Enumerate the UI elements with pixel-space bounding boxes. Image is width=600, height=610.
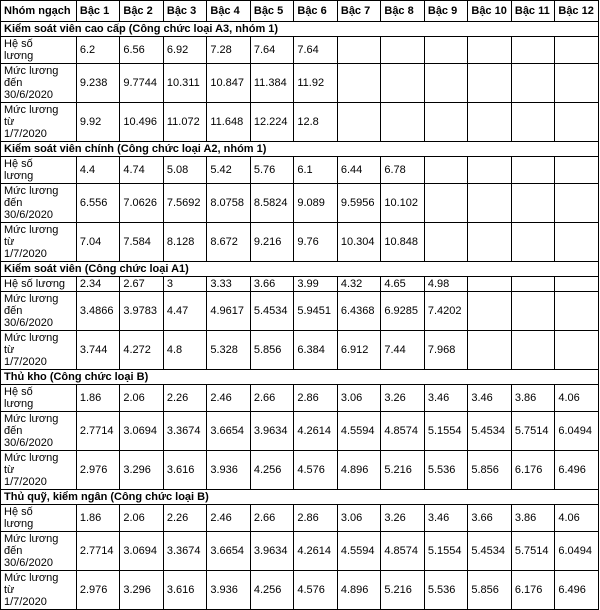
table-cell: 8.672: [207, 223, 251, 262]
table-cell: 5.1554: [424, 532, 468, 571]
table-row: [1, 412, 599, 451]
table-cell: 6.496: [555, 451, 599, 490]
table-cell: 4.74: [120, 157, 164, 184]
table-cell: 9.5956: [337, 184, 381, 223]
table-cell: 4.5594: [337, 412, 381, 451]
table-cell: 5.328: [207, 331, 251, 370]
table-cell: 3.66: [468, 505, 512, 532]
table-cell: 5.7514: [511, 412, 555, 451]
column-header-grade-7: Bậc 7: [337, 1, 381, 22]
table-cell: 3.9783: [120, 292, 164, 331]
row-label-line: 30/6/2020: [4, 209, 53, 221]
table-cell: 2.26: [163, 385, 207, 412]
table-cell: 9.7744: [120, 64, 164, 103]
column-header-grade-4: Bậc 4: [207, 1, 251, 22]
row-label-line: từ: [4, 236, 15, 248]
table-cell: [555, 223, 599, 262]
column-header-grade-5: Bậc 5: [250, 1, 294, 22]
section-title: Kiểm soát viên (Công chức loại A1): [1, 262, 599, 277]
table-cell: [468, 103, 512, 142]
column-header-grade-3: Bậc 3: [163, 1, 207, 22]
table-cell: 7.28: [207, 37, 251, 64]
table-cell: 3.33: [207, 277, 251, 292]
table-cell: [555, 331, 599, 370]
table-cell: 5.76: [250, 157, 294, 184]
table-cell: 2.7714: [76, 412, 120, 451]
table-cell: [555, 277, 599, 292]
table-cell: 3.46: [424, 385, 468, 412]
row-label-line: từ: [4, 116, 15, 128]
table-cell: [424, 103, 468, 142]
table-cell: 3.6654: [207, 412, 251, 451]
table-cell: 7.64: [250, 37, 294, 64]
table-cell: 5.536: [424, 451, 468, 490]
table-cell: [555, 64, 599, 103]
row-label-line: Mức lương: [4, 224, 59, 236]
table-cell: [424, 157, 468, 184]
table-cell: 2.86: [294, 505, 338, 532]
table-cell: 7.968: [424, 331, 468, 370]
table-cell: 5.42: [207, 157, 251, 184]
table-cell: 9.238: [76, 64, 120, 103]
row-label-line: Mức lương: [4, 533, 59, 545]
table-cell: 6.92: [163, 37, 207, 64]
row-label: [1, 292, 77, 331]
table-cell: 5.856: [250, 331, 294, 370]
row-label-line: Mức lương: [4, 452, 59, 464]
row-label-line: 1/7/2020: [4, 596, 47, 608]
row-label: [1, 37, 77, 64]
column-header-grade-6: Bậc 6: [294, 1, 338, 22]
row-label-line: lương: [4, 170, 34, 182]
table-cell: 2.26: [163, 505, 207, 532]
row-label-line: Mức lương: [4, 293, 59, 305]
row-label-line: 1/7/2020: [4, 476, 47, 488]
table-cell: 2.86: [294, 385, 338, 412]
table-cell: 11.072: [163, 103, 207, 142]
table-cell: 3.4866: [76, 292, 120, 331]
row-label-line: Hệ số: [4, 386, 33, 398]
row-label-line: 1/7/2020: [4, 128, 47, 140]
table-row: [1, 385, 599, 412]
table-cell: [555, 103, 599, 142]
table-cell: 6.78: [381, 157, 425, 184]
row-label-line: Hệ số: [4, 38, 33, 50]
table-cell: 12.224: [250, 103, 294, 142]
table-cell: [381, 64, 425, 103]
section-row: [1, 22, 599, 37]
table-cell: [511, 157, 555, 184]
row-label-line: đến: [4, 77, 23, 89]
table-cell: 3.936: [207, 571, 251, 610]
table-cell: 5.9451: [294, 292, 338, 331]
table-row: [1, 184, 599, 223]
table-cell: 6.912: [337, 331, 381, 370]
table-row: [1, 505, 599, 532]
row-label-line: Mức lương: [4, 185, 59, 197]
table-cell: 4.4: [76, 157, 120, 184]
table-row: [1, 37, 599, 64]
table-cell: 4.06: [555, 505, 599, 532]
table-cell: 4.256: [250, 571, 294, 610]
table-cell: 2.46: [207, 505, 251, 532]
table-cell: 5.856: [468, 571, 512, 610]
table-cell: [511, 277, 555, 292]
row-label: [1, 103, 77, 142]
column-header-grade-9: Bậc 9: [424, 1, 468, 22]
table-cell: 2.976: [76, 571, 120, 610]
table-cell: 2.34: [76, 277, 120, 292]
table-cell: 3.86: [511, 385, 555, 412]
table-cell: 9.92: [76, 103, 120, 142]
table-cell: [555, 184, 599, 223]
row-label: [1, 571, 77, 610]
table-cell: 4.2614: [294, 532, 338, 571]
table-cell: 8.128: [163, 223, 207, 262]
table-cell: [468, 277, 512, 292]
column-header-group: Nhóm ngạch: [1, 1, 77, 22]
table-cell: 3.06: [337, 385, 381, 412]
row-label-line: Mức lương: [4, 332, 59, 344]
table-row: [1, 277, 599, 292]
table-cell: 5.7514: [511, 532, 555, 571]
table-cell: 6.56: [120, 37, 164, 64]
table-cell: 3.46: [468, 385, 512, 412]
table-cell: [511, 64, 555, 103]
table-cell: 9.216: [250, 223, 294, 262]
table-cell: 6.9285: [381, 292, 425, 331]
table-cell: 6.2: [76, 37, 120, 64]
row-label-line: Mức lương: [4, 104, 59, 116]
table-cell: 4.8574: [381, 532, 425, 571]
table-cell: 5.1554: [424, 412, 468, 451]
table-cell: 4.06: [555, 385, 599, 412]
row-label-line: đến: [4, 305, 23, 317]
table-cell: [555, 37, 599, 64]
row-label-line: 30/6/2020: [4, 437, 53, 449]
row-label-line: 1/7/2020: [4, 356, 47, 368]
row-label-line: Hệ số lương: [4, 278, 66, 290]
row-label: [1, 157, 77, 184]
row-label: [1, 331, 77, 370]
table-cell: 10.848: [381, 223, 425, 262]
table-cell: 7.0626: [120, 184, 164, 223]
table-cell: 6.496: [555, 571, 599, 610]
table-cell: 3.26: [381, 505, 425, 532]
table-cell: [381, 37, 425, 64]
table-cell: 2.46: [207, 385, 251, 412]
row-label-line: 1/7/2020: [4, 248, 47, 260]
section-row: [1, 490, 599, 505]
table-cell: 6.44: [337, 157, 381, 184]
table-cell: 5.4534: [468, 532, 512, 571]
table-cell: 6.556: [76, 184, 120, 223]
row-label-line: Mức lương: [4, 65, 59, 77]
table-cell: [511, 292, 555, 331]
table-cell: 4.272: [120, 331, 164, 370]
table-cell: 11.648: [207, 103, 251, 142]
table-cell: 4.8: [163, 331, 207, 370]
table-cell: 7.64: [294, 37, 338, 64]
table-cell: 4.896: [337, 451, 381, 490]
row-label-line: đến: [4, 545, 23, 557]
table-cell: 6.1: [294, 157, 338, 184]
table-row: [1, 157, 599, 184]
table-cell: 5.08: [163, 157, 207, 184]
table-cell: [337, 103, 381, 142]
table-cell: 4.9617: [207, 292, 251, 331]
table-cell: 3.296: [120, 571, 164, 610]
table-cell: 4.2614: [294, 412, 338, 451]
row-label-line: Mức lương: [4, 572, 59, 584]
row-label-line: từ: [4, 464, 15, 476]
table-cell: 3.744: [76, 331, 120, 370]
table-cell: 12.8: [294, 103, 338, 142]
row-label-line: từ: [4, 344, 15, 356]
table-row: [1, 103, 599, 142]
table-cell: [468, 37, 512, 64]
row-label: [1, 451, 77, 490]
table-cell: 4.576: [294, 451, 338, 490]
row-label: [1, 184, 77, 223]
row-label-line: từ: [4, 584, 15, 596]
table-cell: 2.7714: [76, 532, 120, 571]
table-cell: [468, 331, 512, 370]
section-title: Thủ quỹ, kiểm ngân (Công chức loại B): [1, 490, 599, 505]
row-label-line: lương: [4, 50, 34, 62]
table-cell: 10.847: [207, 64, 251, 103]
table-cell: 6.176: [511, 451, 555, 490]
row-label: [1, 505, 77, 532]
table-header: [1, 1, 599, 22]
table-cell: [468, 223, 512, 262]
table-cell: 5.216: [381, 451, 425, 490]
table-cell: 6.0494: [555, 412, 599, 451]
table-cell: 6.384: [294, 331, 338, 370]
row-label: [1, 277, 77, 292]
row-label-line: Hệ số: [4, 506, 33, 518]
row-label: [1, 532, 77, 571]
section-title: Kiểm soát viên cao cấp (Công chức loại A3, nhóm 1): [1, 22, 599, 37]
table-row: [1, 331, 599, 370]
row-label: [1, 223, 77, 262]
table-cell: 5.4534: [468, 412, 512, 451]
section-title: Kiểm soát viên chính (Công chức loại A2, nhóm 1): [1, 142, 599, 157]
table-cell: 11.384: [250, 64, 294, 103]
table-body: [1, 22, 599, 610]
table-cell: 4.8574: [381, 412, 425, 451]
table-cell: 5.216: [381, 571, 425, 610]
table-cell: 8.5824: [250, 184, 294, 223]
table-cell: 3.06: [337, 505, 381, 532]
row-label-line: đến: [4, 425, 23, 437]
table-cell: 3.46: [424, 505, 468, 532]
table-cell: 1.86: [76, 505, 120, 532]
row-label-line: 30/6/2020: [4, 317, 53, 329]
table-cell: 3: [163, 277, 207, 292]
table-cell: 6.0494: [555, 532, 599, 571]
section-row: [1, 142, 599, 157]
table-cell: [424, 223, 468, 262]
table-cell: 2.66: [250, 385, 294, 412]
table-row: [1, 64, 599, 103]
table-row: [1, 292, 599, 331]
table-cell: [511, 37, 555, 64]
table-row: [1, 571, 599, 610]
table-cell: 4.98: [424, 277, 468, 292]
table-cell: [555, 157, 599, 184]
table-cell: 3.3674: [163, 532, 207, 571]
table-cell: 3.6654: [207, 532, 251, 571]
table-cell: 7.04: [76, 223, 120, 262]
row-label-line: lương: [4, 518, 34, 530]
table-cell: 7.584: [120, 223, 164, 262]
table-cell: [511, 184, 555, 223]
table-cell: [511, 223, 555, 262]
column-header-grade-10: Bậc 10: [468, 1, 512, 22]
table-cell: 3.9634: [250, 412, 294, 451]
row-label-line: lương: [4, 398, 34, 410]
table-row: [1, 451, 599, 490]
table-cell: [337, 37, 381, 64]
table-cell: 4.47: [163, 292, 207, 331]
table-row: [1, 223, 599, 262]
table-cell: 10.311: [163, 64, 207, 103]
table-cell: 3.616: [163, 451, 207, 490]
row-label: [1, 64, 77, 103]
table-cell: 2.976: [76, 451, 120, 490]
table-cell: 3.3674: [163, 412, 207, 451]
table-cell: 5.856: [468, 451, 512, 490]
table-cell: 3.616: [163, 571, 207, 610]
column-header-grade-1: Bậc 1: [76, 1, 120, 22]
table-cell: [468, 184, 512, 223]
table-cell: [468, 157, 512, 184]
table-cell: 6.176: [511, 571, 555, 610]
table-cell: 4.256: [250, 451, 294, 490]
table-cell: [511, 103, 555, 142]
table-cell: 4.65: [381, 277, 425, 292]
row-label: [1, 412, 77, 451]
table-cell: 3.86: [511, 505, 555, 532]
table-cell: 7.5692: [163, 184, 207, 223]
table-cell: 8.0758: [207, 184, 251, 223]
table-row: [1, 532, 599, 571]
row-label-line: 30/6/2020: [4, 89, 53, 101]
column-header-grade-12: Bậc 12: [555, 1, 599, 22]
table-cell: 2.06: [120, 385, 164, 412]
table-cell: 3.26: [381, 385, 425, 412]
column-header-grade-2: Bậc 2: [120, 1, 164, 22]
table-cell: 9.76: [294, 223, 338, 262]
table-cell: [468, 292, 512, 331]
row-label-line: 30/6/2020: [4, 557, 53, 569]
section-row: [1, 262, 599, 277]
table-cell: 11.92: [294, 64, 338, 103]
table-cell: 7.44: [381, 331, 425, 370]
column-header-grade-11: Bậc 11: [511, 1, 555, 22]
table-cell: 3.9634: [250, 532, 294, 571]
table-cell: 3.936: [207, 451, 251, 490]
table-cell: 3.0694: [120, 532, 164, 571]
table-cell: 3.0694: [120, 412, 164, 451]
section-title: Thủ kho (Công chức loại B): [1, 370, 599, 385]
table-cell: [424, 64, 468, 103]
column-header-grade-8: Bậc 8: [381, 1, 425, 22]
table-cell: 4.5594: [337, 532, 381, 571]
table-cell: 10.304: [337, 223, 381, 262]
table-cell: [511, 331, 555, 370]
table-cell: [424, 37, 468, 64]
table-cell: [424, 184, 468, 223]
table-cell: 5.4534: [250, 292, 294, 331]
table-cell: 1.86: [76, 385, 120, 412]
table-cell: 9.089: [294, 184, 338, 223]
table-cell: 7.4202: [424, 292, 468, 331]
table-cell: 4.32: [337, 277, 381, 292]
row-label: [1, 385, 77, 412]
table-cell: 2.66: [250, 505, 294, 532]
table-cell: 10.496: [120, 103, 164, 142]
table-cell: [337, 64, 381, 103]
row-label-line: Mức lương: [4, 413, 59, 425]
row-label-line: Hệ số: [4, 158, 33, 170]
table-cell: 4.576: [294, 571, 338, 610]
table-cell: 2.67: [120, 277, 164, 292]
table-cell: [555, 292, 599, 331]
table-cell: [468, 64, 512, 103]
table-cell: 2.06: [120, 505, 164, 532]
table-cell: 3.66: [250, 277, 294, 292]
table-cell: 6.4368: [337, 292, 381, 331]
table-cell: 5.536: [424, 571, 468, 610]
table-cell: 3.296: [120, 451, 164, 490]
table-cell: 3.99: [294, 277, 338, 292]
section-row: [1, 370, 599, 385]
row-label-line: đến: [4, 197, 23, 209]
table-cell: 10.102: [381, 184, 425, 223]
header-row: [1, 1, 599, 22]
table-cell: [381, 103, 425, 142]
table-cell: 4.896: [337, 571, 381, 610]
